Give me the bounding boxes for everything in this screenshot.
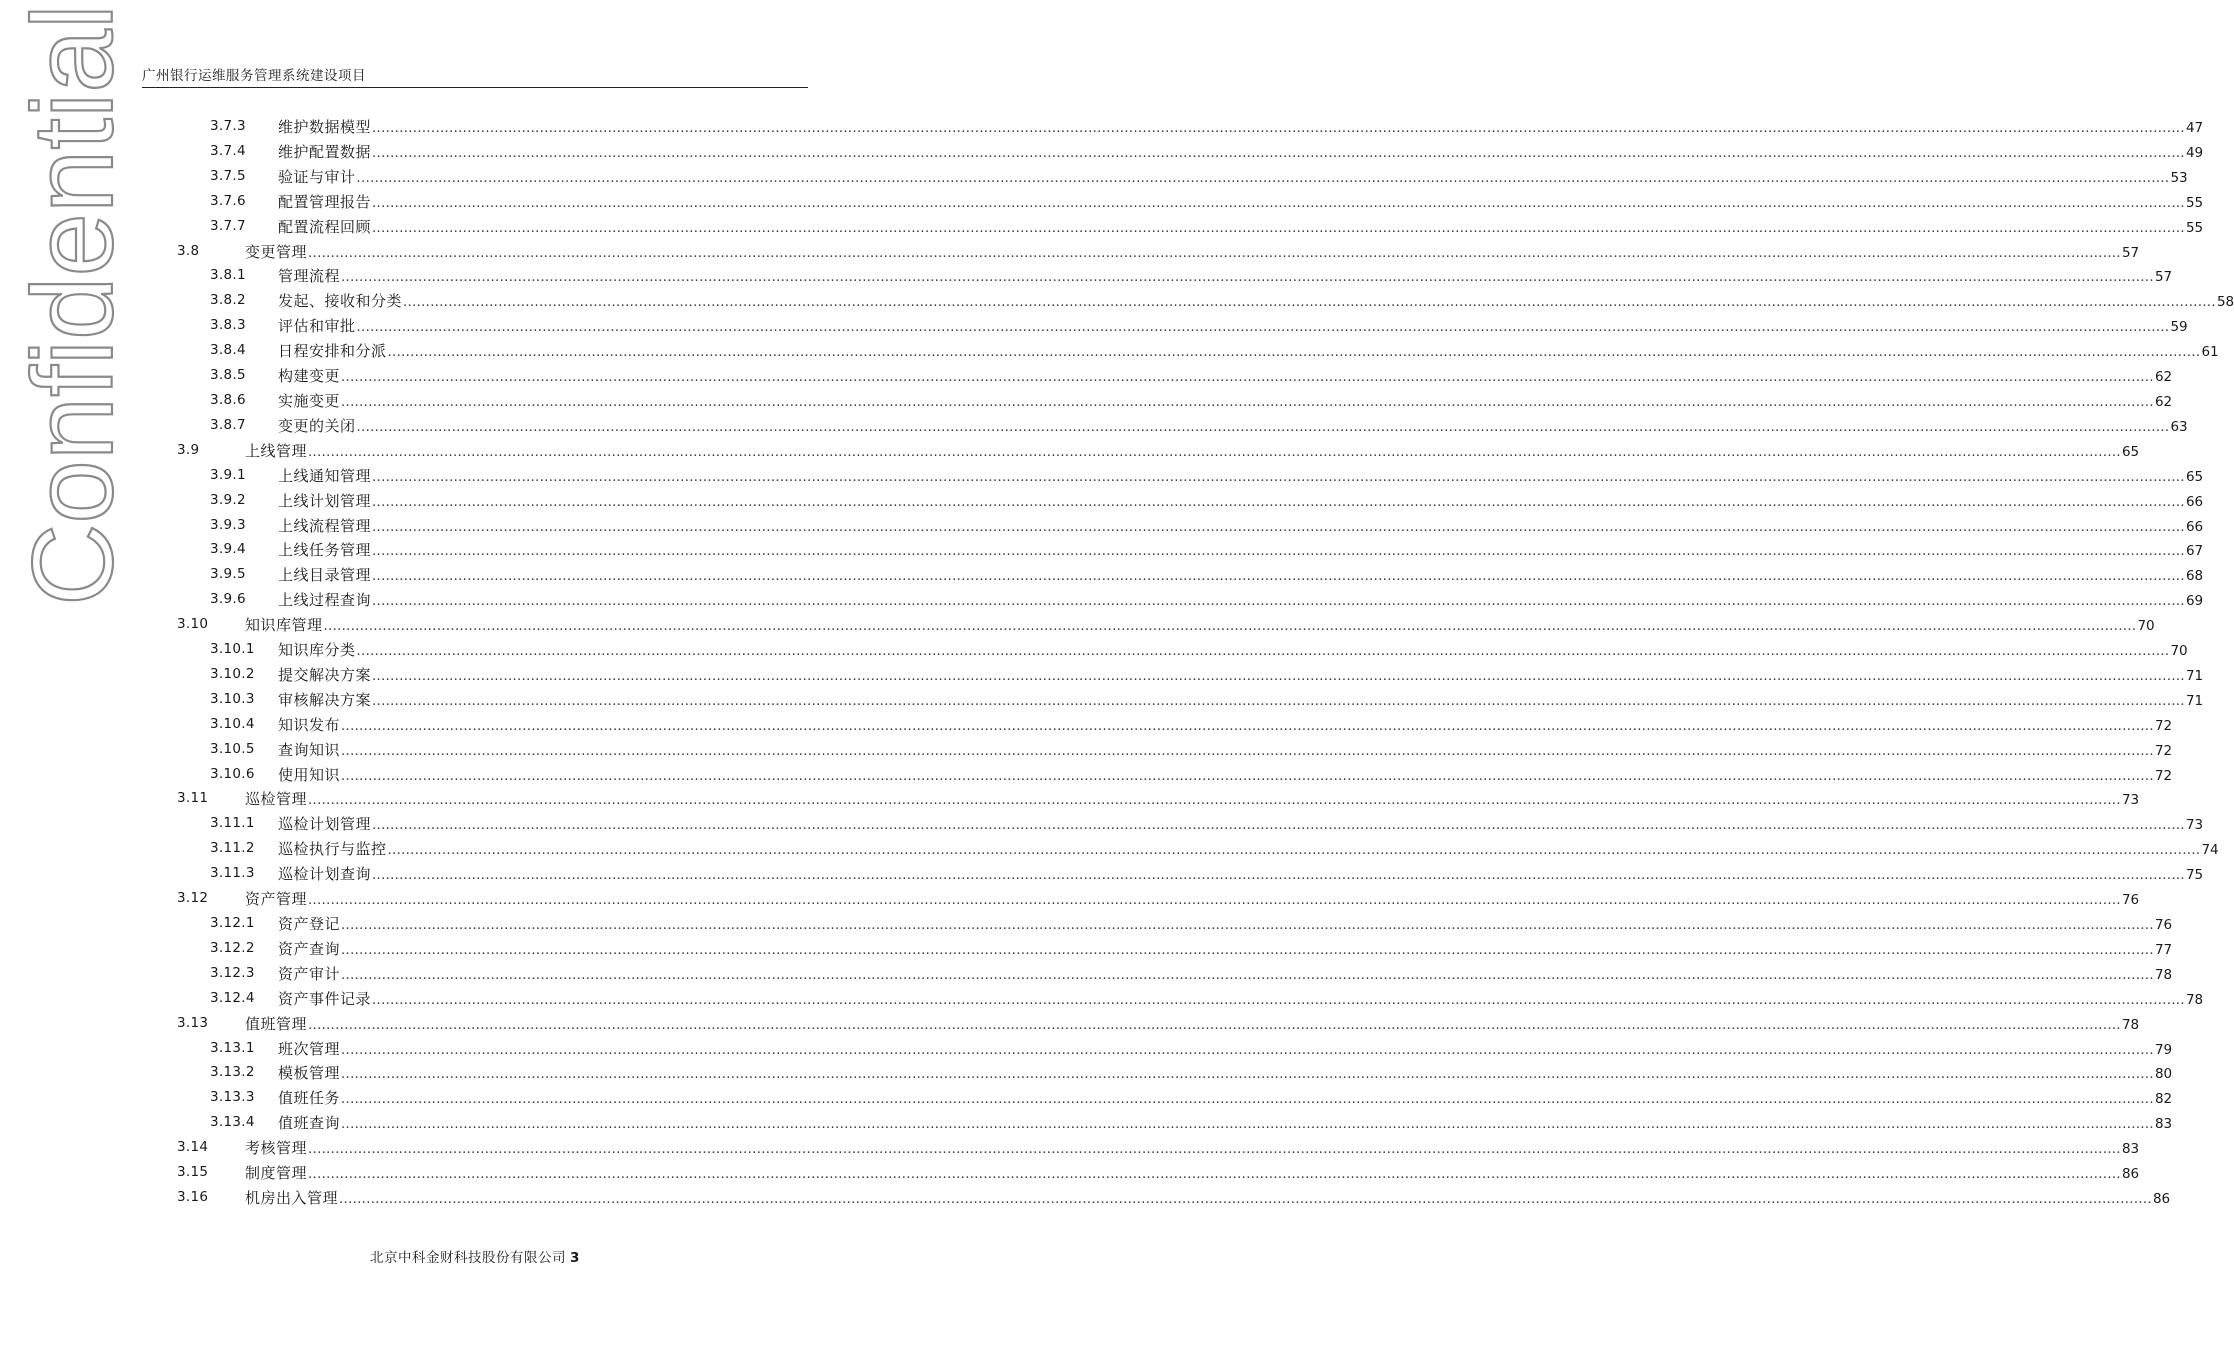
- toc-dot-leader: ................................................................................................................................................................................................................................................................................................................................................................................................................: [372, 220, 2185, 236]
- toc-entry-page: 65: [2121, 443, 2140, 460]
- toc-entry[interactable]: [0, 886, 2140, 911]
- toc-entry-line: [278, 290, 2234, 311]
- toc-dot-leader: ................................................................................................................................................................................................................................................................................................................................................................................................................: [356, 170, 2170, 186]
- toc-dot-leader: ................................................................................................................................................................................................................................................................................................................................................................................................................: [372, 121, 2185, 136]
- toc-entry-line: [278, 265, 2173, 286]
- toc-entry-page: 57: [2121, 244, 2140, 261]
- toc-entry-title: 配置流程回顾: [278, 217, 372, 236]
- toc-entry[interactable]: [0, 786, 2140, 811]
- toc-entry-page: 69: [2185, 593, 2204, 610]
- footer-page-number: 3: [570, 1250, 580, 1266]
- toc-entry-page: 82: [2154, 1091, 2173, 1108]
- toc-entry-line: [278, 963, 2173, 984]
- toc-entry-title: 资产事件记录: [278, 989, 372, 1008]
- toc-entry[interactable]: [0, 836, 2219, 861]
- toc-entry-page: 63: [2170, 418, 2188, 435]
- toc-dot-leader: ................................................................................................................................................................................................................................................................................................................................................................................................................: [341, 942, 2154, 958]
- toc-entry-page: 86: [2121, 1166, 2140, 1183]
- toc-dot-leader: ................................................................................................................................................................................................................................................................................................................................................................................................................: [323, 619, 2137, 635]
- toc-entry-page: 55: [2185, 219, 2204, 236]
- toc-entry-page: 53: [2170, 169, 2188, 186]
- toc-entry-page: 66: [2185, 493, 2204, 510]
- toc-entry[interactable]: [0, 239, 2140, 264]
- toc-entry[interactable]: [0, 637, 2188, 662]
- toc-entry-number: 3.10.2: [210, 665, 255, 682]
- toc-entry[interactable]: [0, 388, 2173, 413]
- toc-dot-leader: ................................................................................................................................................................................................................................................................................................................................................................................................................: [372, 594, 2185, 610]
- watermark-text: Confidential: [10, 3, 137, 606]
- toc-entry-title: 变更的关闭: [278, 416, 356, 435]
- toc-dot-leader: ................................................................................................................................................................................................................................................................................................................................................................................................................: [308, 1167, 2121, 1183]
- toc-entry-page: 83: [2154, 1116, 2173, 1133]
- toc-entry-title: 知识库管理: [245, 616, 323, 635]
- toc-dot-leader: ................................................................................................................................................................................................................................................................................................................................................................................................................: [341, 918, 2154, 933]
- toc-entry[interactable]: [0, 986, 2204, 1011]
- toc-entry-title: 巡检执行与监控: [278, 840, 387, 859]
- toc-dot-leader: ................................................................................................................................................................................................................................................................................................................................................................................................................: [372, 519, 2185, 535]
- toc-entry-line: [278, 913, 2173, 934]
- toc-entry-number: 3.11.3: [210, 865, 255, 882]
- toc-entry[interactable]: [0, 961, 2173, 986]
- toc-entry[interactable]: [0, 1160, 2140, 1185]
- toc-dot-leader: ................................................................................................................................................................................................................................................................................................................................................................................................................: [308, 245, 2121, 261]
- toc-entry-title: 巡检计划查询: [278, 865, 372, 884]
- toc-entry-page: 75: [2185, 867, 2204, 884]
- toc-entry[interactable]: [0, 662, 2204, 687]
- toc-entry-line: [278, 938, 2173, 959]
- toc-entry[interactable]: [0, 363, 2173, 388]
- toc-entry-title: 变更管理: [245, 242, 308, 261]
- toc-entry-number: 3.8.3: [210, 317, 246, 334]
- toc-entry-title: 提交解决方案: [278, 665, 372, 684]
- toc-entry-line: [278, 564, 2204, 585]
- toc-entry-title: 构建变更: [278, 367, 341, 386]
- toc-entry-title: 机房出入管理: [245, 1188, 339, 1207]
- toc-entry-title: 巡检计划管理: [278, 815, 372, 834]
- toc-entry-number: 3.10.5: [210, 740, 255, 757]
- toc-entry-title: 巡检管理: [245, 790, 308, 809]
- toc-entry[interactable]: [0, 189, 2204, 214]
- toc-entry[interactable]: [0, 1036, 2173, 1061]
- toc-entry-line: [278, 166, 2188, 187]
- toc-entry[interactable]: [0, 288, 2234, 313]
- toc-dot-leader: ................................................................................................................................................................................................................................................................................................................................................................................................................: [387, 843, 2201, 859]
- toc-dot-leader: ................................................................................................................................................................................................................................................................................................................................................................................................................: [372, 569, 2185, 585]
- toc-entry-title: 上线过程查询: [278, 591, 372, 610]
- toc-entry-page: 80: [2154, 1066, 2173, 1083]
- toc-entry-number: 3.11.2: [210, 840, 255, 857]
- toc-entry-title: 值班查询: [278, 1114, 341, 1133]
- toc-entry-line: [245, 614, 2155, 635]
- toc-entry[interactable]: [0, 712, 2173, 737]
- toc-entry-number: 3.10: [177, 616, 209, 633]
- toc-entry-line: [278, 116, 2204, 137]
- toc-entry-page: 78: [2121, 1016, 2140, 1033]
- toc-entry-line: [278, 365, 2173, 386]
- toc-dot-leader: ................................................................................................................................................................................................................................................................................................................................................................................................................: [308, 1017, 2121, 1033]
- toc-entry-number: 3.13.4: [210, 1114, 255, 1131]
- toc-entry-page: 77: [2154, 941, 2173, 958]
- header-title: 广州银行运维服务管理系统建设项目: [142, 68, 366, 84]
- toc-entry-page: 79: [2154, 1041, 2173, 1058]
- toc-entry-number: 3.7.5: [210, 167, 246, 184]
- toc-entry-line: [278, 589, 2204, 610]
- toc-entry-page: 83: [2121, 1141, 2140, 1158]
- toc-entry-line: [278, 465, 2204, 486]
- toc-dot-leader: ................................................................................................................................................................................................................................................................................................................................................................................................................: [372, 494, 2185, 510]
- toc-entry-line: [278, 390, 2173, 411]
- toc-entry-number: 3.8.1: [210, 267, 246, 284]
- toc-entry[interactable]: [0, 811, 2204, 836]
- toc-entry-page: 76: [2154, 917, 2173, 933]
- toc-entry-line: [278, 315, 2188, 336]
- toc-entry-line: [278, 764, 2173, 785]
- toc-entry-number: 3.12: [177, 890, 209, 907]
- toc-dot-leader: ................................................................................................................................................................................................................................................................................................................................................................................................................: [341, 1042, 2154, 1058]
- toc-entry-number: 3.9.6: [210, 591, 246, 608]
- toc-entry-page: 58: [2216, 294, 2234, 311]
- toc-entry-title: 资产登记: [278, 915, 341, 933]
- toc-entry-page: 73: [2121, 792, 2140, 809]
- toc-entry[interactable]: [0, 1060, 2173, 1085]
- toc-entry-page: 86: [2152, 1190, 2171, 1207]
- toc-entry-number: 3.13.2: [210, 1064, 255, 1081]
- toc-entry-title: 使用知识: [278, 765, 341, 784]
- toc-entry[interactable]: [0, 488, 2204, 513]
- toc-entry-title: 实施变更: [278, 391, 341, 410]
- toc-entry-page: 62: [2154, 393, 2173, 410]
- toc-entry-page: 47: [2185, 120, 2204, 136]
- toc-dot-leader: ................................................................................................................................................................................................................................................................................................................................................................................................................: [372, 145, 2185, 161]
- toc-entry-number: 3.13: [177, 1014, 209, 1031]
- toc-entry-page: 67: [2185, 543, 2204, 560]
- toc-dot-leader: ................................................................................................................................................................................................................................................................................................................................................................................................................: [341, 1067, 2154, 1083]
- toc-entry-line: [278, 340, 2219, 361]
- toc-dot-leader: ................................................................................................................................................................................................................................................................................................................................................................................................................: [372, 818, 2185, 834]
- footer-company: 北京中科金财科技股份有限公司: [370, 1250, 567, 1266]
- toc-entry-title: 审核解决方案: [278, 690, 372, 709]
- toc-entry[interactable]: [0, 537, 2204, 562]
- toc-entry[interactable]: [0, 438, 2140, 463]
- document-footer: [0, 1246, 950, 1266]
- toc-entry-page: 70: [2137, 618, 2155, 635]
- toc-entry-line: [278, 515, 2204, 536]
- toc-dot-leader: ................................................................................................................................................................................................................................................................................................................................................................................................................: [403, 295, 2216, 311]
- toc-dot-leader: ................................................................................................................................................................................................................................................................................................................................................................................................................: [372, 544, 2185, 560]
- toc-dot-leader: ................................................................................................................................................................................................................................................................................................................................................................................................................: [341, 718, 2154, 734]
- toc-entry[interactable]: [0, 587, 2204, 612]
- toc-entry-line: [278, 1087, 2173, 1108]
- toc-entry-title: 资产管理: [245, 890, 308, 909]
- toc-entry[interactable]: [0, 313, 2188, 338]
- toc-entry[interactable]: [0, 139, 2204, 164]
- toc-entry-page: 76: [2121, 892, 2140, 909]
- toc-entry-number: 3.8.5: [210, 367, 246, 384]
- toc-entry-number: 3.9.5: [210, 566, 246, 583]
- toc-entry-title: 配置管理报告: [278, 192, 372, 211]
- toc-entry-title: 上线计划管理: [278, 491, 372, 510]
- toc-entry-number: 3.12.2: [210, 939, 255, 956]
- toc-entry-title: 上线流程管理: [278, 516, 372, 535]
- toc-entry-number: 3.9.4: [210, 541, 246, 558]
- toc-entry-title: 值班管理: [245, 1014, 308, 1033]
- toc-entry-title: 模板管理: [278, 1064, 341, 1083]
- toc-entry-page: 57: [2154, 269, 2173, 286]
- toc-entry-page: 55: [2185, 194, 2204, 211]
- toc-entry[interactable]: [0, 861, 2204, 886]
- toc-entry-title: 考核管理: [245, 1139, 308, 1158]
- toc-entry-title: 管理流程: [278, 267, 341, 286]
- toc-entry-line: [278, 813, 2204, 834]
- toc-entry-title: 维护配置数据: [278, 142, 372, 161]
- toc-entry[interactable]: [0, 562, 2204, 587]
- toc-entry-number: 3.10.1: [210, 641, 255, 658]
- toc-entry-title: 资产查询: [278, 939, 341, 958]
- toc-entry-line: [278, 689, 2204, 710]
- toc-entry[interactable]: [0, 164, 2188, 189]
- toc-entry-number: 3.11.1: [210, 815, 255, 832]
- toc-dot-leader: ................................................................................................................................................................................................................................................................................................................................................................................................................: [341, 1117, 2154, 1133]
- toc-entry-line: [278, 639, 2188, 660]
- toc-entry-title: 验证与审计: [278, 167, 356, 186]
- toc-entry-number: 3.10.4: [210, 715, 255, 732]
- toc-entry-page: 66: [2185, 518, 2204, 535]
- toc-entry[interactable]: [0, 687, 2204, 712]
- toc-dot-leader: ................................................................................................................................................................................................................................................................................................................................................................................................................: [341, 1092, 2154, 1108]
- toc-entry[interactable]: [0, 114, 2204, 139]
- toc-entry[interactable]: [0, 214, 2204, 239]
- toc-entry-number: 3.7.3: [210, 118, 246, 134]
- toc-entry-line: [278, 863, 2204, 884]
- toc-entry[interactable]: [0, 911, 2173, 936]
- toc-entry-page: 59: [2170, 319, 2188, 336]
- toc-entry-line: [278, 1062, 2173, 1083]
- toc-entry-page: 72: [2154, 767, 2173, 784]
- toc-entry-line: [278, 216, 2204, 237]
- toc-entry-line: [278, 191, 2204, 212]
- toc-entry-number: 3.12.1: [210, 915, 255, 931]
- toc-entry-line: [278, 1038, 2173, 1059]
- toc-entry-page: 73: [2185, 817, 2204, 834]
- toc-entry-page: 70: [2170, 643, 2188, 660]
- toc-entry-line: [245, 1162, 2140, 1183]
- toc-entry-line: [278, 490, 2204, 511]
- toc-entry-page: 78: [2154, 966, 2173, 983]
- table-of-contents: [0, 114, 2234, 1210]
- toc-entry-title: 值班任务: [278, 1089, 341, 1108]
- toc-entry-page: 68: [2185, 568, 2204, 585]
- toc-entry-title: 知识库分类: [278, 641, 356, 660]
- toc-dot-leader: ................................................................................................................................................................................................................................................................................................................................................................................................................: [356, 644, 2170, 660]
- toc-entry[interactable]: [0, 1135, 2140, 1160]
- toc-dot-leader: ................................................................................................................................................................................................................................................................................................................................................................................................................: [372, 668, 2185, 684]
- toc-entry[interactable]: [0, 263, 2173, 288]
- toc-entry-number: 3.16: [177, 1188, 209, 1205]
- toc-entry[interactable]: [0, 338, 2219, 363]
- toc-entry-line: [245, 440, 2140, 461]
- toc-entry[interactable]: [0, 1085, 2173, 1110]
- toc-entry-line: [278, 415, 2188, 436]
- toc-entry-page: 74: [2201, 842, 2219, 859]
- toc-entry-title: 上线目录管理: [278, 566, 372, 585]
- toc-entry-title: 知识发布: [278, 715, 341, 734]
- toc-dot-leader: ................................................................................................................................................................................................................................................................................................................................................................................................................: [341, 743, 2154, 759]
- toc-dot-leader: ................................................................................................................................................................................................................................................................................................................................................................................................................: [308, 793, 2121, 809]
- toc-entry[interactable]: [0, 1110, 2173, 1135]
- toc-entry-number: 3.8: [177, 242, 200, 259]
- document-header: [142, 66, 808, 88]
- toc-entry-line: [245, 888, 2140, 909]
- toc-dot-leader: ................................................................................................................................................................................................................................................................................................................................................................................................................: [387, 345, 2201, 361]
- toc-entry-number: 3.7.6: [210, 192, 246, 209]
- toc-entry-line: [245, 1013, 2140, 1034]
- toc-entry-page: 71: [2185, 667, 2204, 684]
- toc-dot-leader: ................................................................................................................................................................................................................................................................................................................................................................................................................: [308, 893, 2121, 909]
- toc-entry-line: [245, 241, 2140, 262]
- toc-entry-line: [278, 141, 2204, 162]
- toc-entry-page: 72: [2154, 717, 2173, 734]
- toc-dot-leader: ................................................................................................................................................................................................................................................................................................................................................................................................................: [308, 444, 2121, 460]
- toc-entry-number: 3.9.2: [210, 491, 246, 508]
- toc-entry[interactable]: [0, 413, 2188, 438]
- toc-entry-line: [278, 714, 2173, 735]
- toc-entry-number: 3.15: [177, 1164, 209, 1181]
- toc-entry-title: 上线通知管理: [278, 466, 372, 485]
- toc-entry[interactable]: [0, 612, 2155, 637]
- toc-entry-number: 3.11: [177, 790, 209, 807]
- toc-entry-number: 3.7.4: [210, 142, 246, 159]
- toc-entry-line: [278, 739, 2173, 760]
- toc-dot-leader: ................................................................................................................................................................................................................................................................................................................................................................................................................: [372, 693, 2185, 709]
- toc-entry-title: 日程安排和分派: [278, 342, 387, 361]
- toc-dot-leader: ................................................................................................................................................................................................................................................................................................................................................................................................................: [308, 1142, 2121, 1158]
- toc-entry-page: 78: [2185, 991, 2204, 1008]
- toc-dot-leader: ................................................................................................................................................................................................................................................................................................................................................................................................................: [372, 195, 2185, 211]
- toc-dot-leader: ................................................................................................................................................................................................................................................................................................................................................................................................................: [341, 370, 2154, 386]
- toc-entry-number: 3.9.1: [210, 466, 246, 483]
- toc-entry-title: 班次管理: [278, 1039, 341, 1058]
- toc-entry[interactable]: [0, 936, 2173, 961]
- toc-entry-title: 查询知识: [278, 740, 341, 759]
- toc-entry[interactable]: [0, 1185, 2171, 1210]
- toc-entry-line: [278, 1112, 2173, 1133]
- toc-entry-page: 65: [2185, 468, 2204, 485]
- toc-entry-title: 制度管理: [245, 1164, 308, 1183]
- toc-entry-number: 3.10.6: [210, 765, 255, 782]
- toc-dot-leader: ................................................................................................................................................................................................................................................................................................................................................................................................................: [341, 768, 2154, 784]
- toc-entry-title: 上线管理: [245, 441, 308, 460]
- toc-entry[interactable]: [0, 762, 2173, 787]
- toc-entry-number: 3.7.7: [210, 217, 246, 234]
- toc-dot-leader: ................................................................................................................................................................................................................................................................................................................................................................................................................: [341, 270, 2154, 286]
- toc-entry-line: [278, 664, 2204, 685]
- toc-entry-number: 3.8.4: [210, 342, 246, 359]
- toc-entry-line: [278, 539, 2204, 560]
- toc-entry-title: 维护数据模型: [278, 118, 372, 136]
- toc-entry-line: [245, 1187, 2171, 1208]
- toc-entry[interactable]: [0, 513, 2204, 538]
- toc-entry[interactable]: [0, 737, 2173, 762]
- toc-entry-line: [278, 988, 2204, 1009]
- toc-entry-line: [245, 788, 2140, 809]
- toc-entry[interactable]: [0, 1011, 2140, 1036]
- toc-entry-page: 62: [2154, 369, 2173, 386]
- toc-entry-title: 评估和审批: [278, 317, 356, 336]
- toc-entry-number: 3.9: [177, 441, 200, 458]
- toc-dot-leader: ................................................................................................................................................................................................................................................................................................................................................................................................................: [372, 469, 2185, 485]
- toc-entry-number: 3.10.3: [210, 690, 255, 707]
- toc-entry-number: 3.8.6: [210, 391, 246, 408]
- toc-entry-number: 3.12.4: [210, 989, 255, 1006]
- toc-dot-leader: ................................................................................................................................................................................................................................................................................................................................................................................................................: [356, 419, 2170, 435]
- toc-dot-leader: ................................................................................................................................................................................................................................................................................................................................................................................................................: [372, 868, 2185, 884]
- toc-dot-leader: ................................................................................................................................................................................................................................................................................................................................................................................................................: [356, 320, 2170, 336]
- toc-entry-page: 72: [2154, 742, 2173, 759]
- toc-dot-leader: ................................................................................................................................................................................................................................................................................................................................................................................................................: [339, 1191, 2152, 1207]
- toc-entry-title: 资产审计: [278, 964, 341, 983]
- toc-entry-number: 3.13.1: [210, 1039, 255, 1056]
- toc-entry-page: 49: [2185, 144, 2204, 161]
- toc-entry-title: 上线任务管理: [278, 541, 372, 560]
- toc-entry-line: [245, 1137, 2140, 1158]
- toc-entry-page: 61: [2201, 344, 2219, 361]
- toc-dot-leader: ................................................................................................................................................................................................................................................................................................................................................................................................................: [341, 967, 2154, 983]
- toc-entry-number: 3.14: [177, 1139, 209, 1156]
- toc-entry-line: [278, 838, 2219, 859]
- toc-entry-number: 3.8.7: [210, 416, 246, 433]
- toc-entry-page: 71: [2185, 692, 2204, 709]
- toc-entry-number: 3.8.2: [210, 292, 246, 309]
- toc-entry-number: 3.9.3: [210, 516, 246, 533]
- toc-entry-title: 发起、接收和分类: [278, 292, 403, 311]
- toc-dot-leader: ................................................................................................................................................................................................................................................................................................................................................................................................................: [372, 992, 2185, 1008]
- toc-entry-number: 3.12.3: [210, 964, 255, 981]
- toc-dot-leader: ................................................................................................................................................................................................................................................................................................................................................................................................................: [341, 394, 2154, 410]
- toc-entry-number: 3.13.3: [210, 1089, 255, 1106]
- toc-entry[interactable]: [0, 463, 2204, 488]
